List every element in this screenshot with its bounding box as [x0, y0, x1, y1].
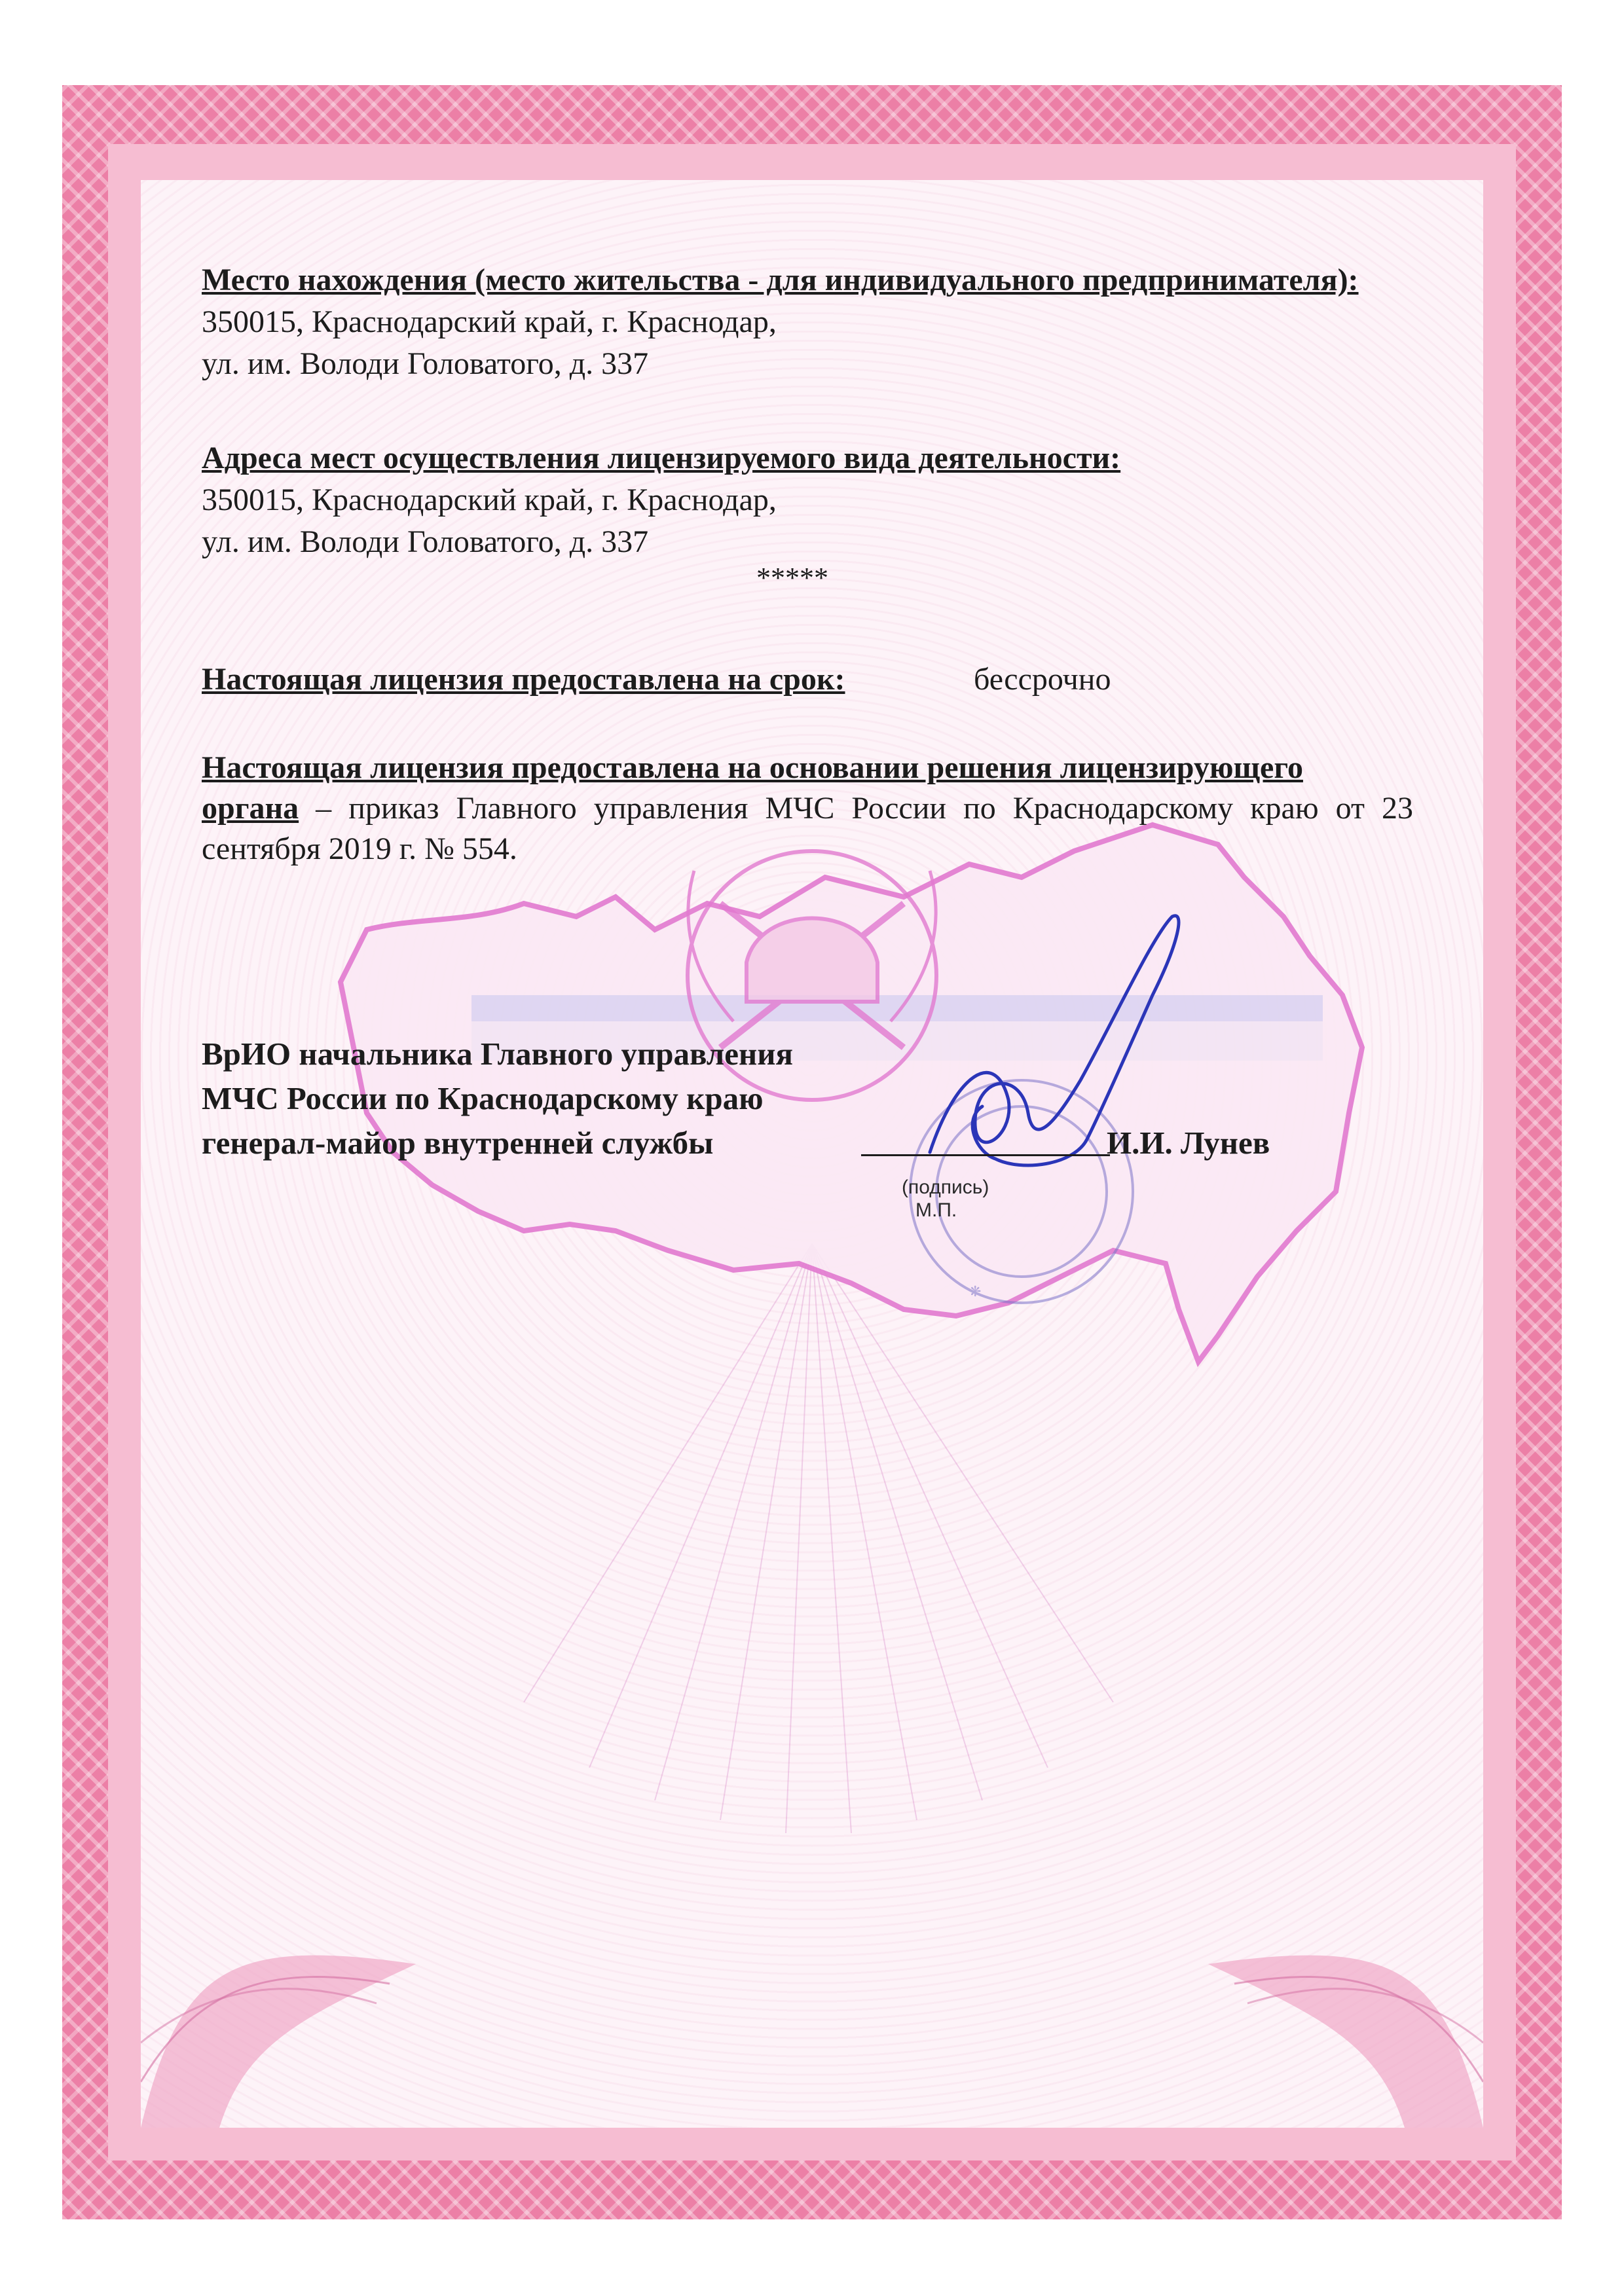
signatory-title-line2: МЧС России по Краснодарскому краю — [202, 1080, 764, 1116]
basis-heading-continuation: органа — [202, 791, 299, 826]
activity-address-line1: 350015, Краснодарский край, г. Краснодар, — [202, 483, 777, 517]
signatory-title-line3: генерал-майор внутренней службы — [202, 1125, 714, 1161]
basis-paragraph — [202, 788, 1413, 869]
term-value: бессрочно — [974, 662, 1111, 697]
basis-text: – приказ Главного управления МЧС России по Краснодарскому краю от 23 сентября 2019 г. № 554. — [202, 791, 1413, 866]
basis-heading: Настоящая лицензия предоставлена на основании решения лицензирующего — [202, 750, 1303, 785]
signature-caption: (подпись) — [902, 1176, 989, 1198]
separator-asterisks: ***** — [756, 562, 828, 594]
svg-text:❋: ❋ — [969, 1283, 982, 1300]
signatory-title-line1: ВрИО начальника Главного управления — [202, 1036, 793, 1072]
flag-band-graphic — [471, 995, 1323, 1021]
sunburst-rays-graphic — [524, 1244, 1113, 1833]
location-heading: Место нахождения (место жительства - для индивидуального предпринимателя): — [202, 263, 1359, 297]
activity-address-line2: ул. им. Володи Головатого, д. 337 — [202, 524, 649, 559]
signatory-name: И.И. Лунев — [1107, 1125, 1270, 1161]
term-label: Настоящая лицензия предоставлена на срок: — [202, 662, 845, 697]
signature-line — [861, 1154, 1110, 1156]
location-address-line2: ул. им. Володи Головатого, д. 337 — [202, 346, 649, 381]
seal-caption: М.П. — [915, 1199, 957, 1221]
activity-address-heading: Адреса мест осуществления лицензируемого вида деятельности: — [202, 441, 1121, 475]
location-address-line1: 350015, Краснодарский край, г. Краснодар, — [202, 304, 777, 339]
